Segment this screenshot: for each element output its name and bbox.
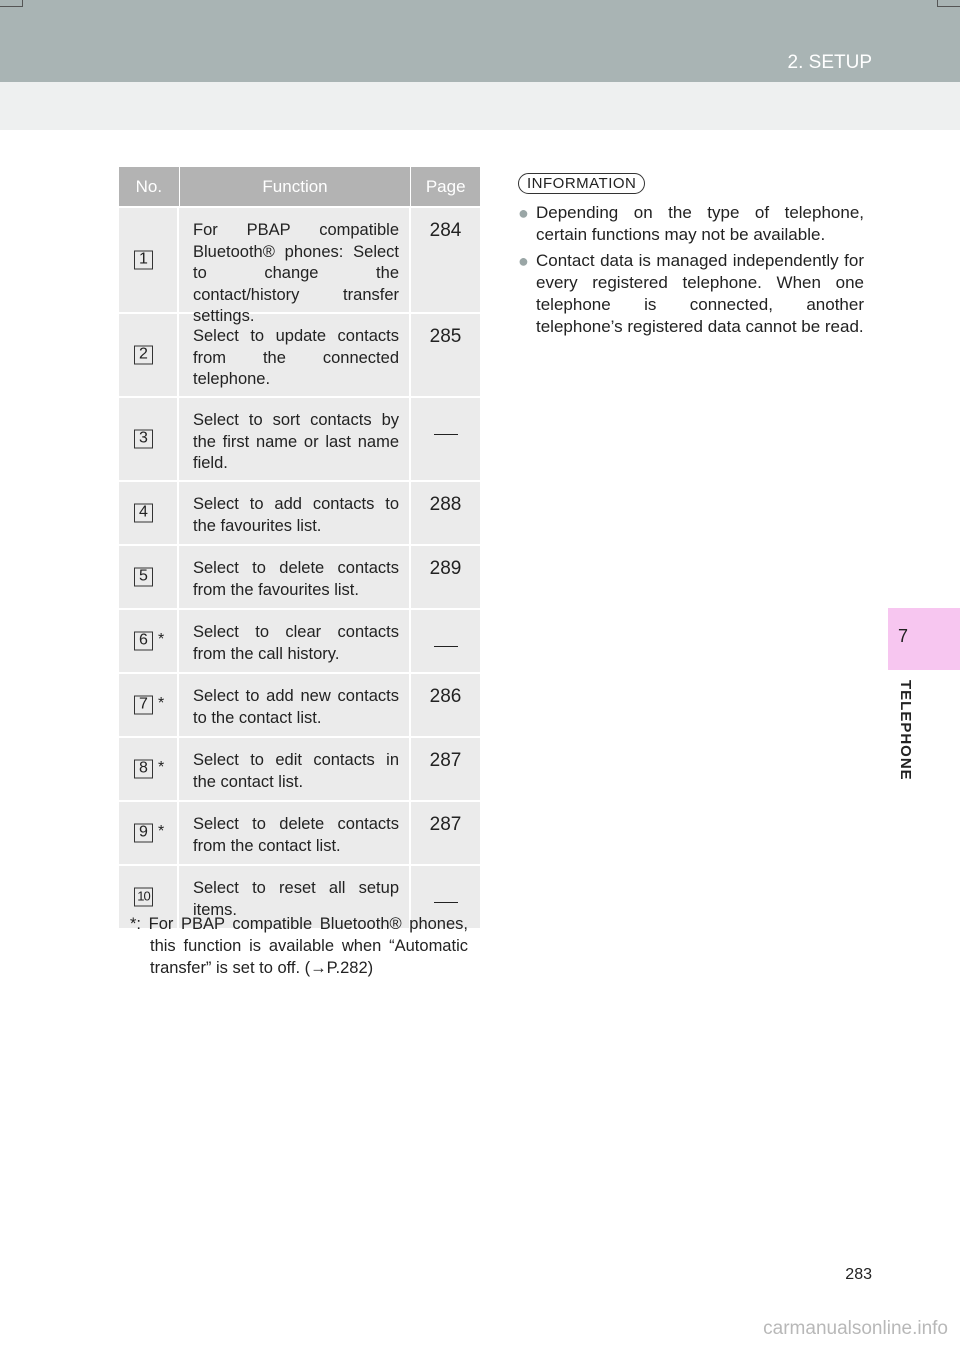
item-number-box: 8 [134, 760, 153, 779]
footnote [130, 913, 468, 979]
table-row [119, 480, 480, 544]
function-cell: Select to delete contacts from the contact list. [179, 802, 411, 864]
number-cell [119, 482, 179, 544]
page-cell: 287 [429, 814, 462, 835]
chapter-number: 7 [898, 626, 909, 646]
function-cell: Select to edit contacts in the contact list. [179, 738, 411, 800]
number-cell [119, 314, 179, 396]
function-cell: Select to reset all setup items. [179, 866, 411, 928]
information-list [518, 202, 864, 338]
information-item [518, 202, 864, 246]
bullet-icon: ● [518, 251, 529, 271]
table-row [119, 312, 480, 396]
item-number-box: 4 [134, 504, 153, 523]
information-item-text: Depending on the type of telephone, certain functions may not be available. [536, 203, 864, 244]
table-row [119, 206, 480, 325]
function-cell: Select to delete contacts from the favourites list. [179, 546, 411, 608]
crop-mark-right [937, 0, 960, 7]
information-box [518, 173, 864, 342]
page-cell [411, 610, 480, 672]
asterisk-mark: * [158, 695, 165, 713]
page-cell: 289 [429, 558, 462, 579]
function-table [119, 167, 480, 928]
asterisk-mark: * [158, 759, 165, 777]
bullet-icon: ● [518, 203, 529, 223]
page-cell: 288 [429, 494, 462, 515]
information-badge: INFORMATION [518, 173, 645, 194]
no-page-dash [434, 902, 458, 903]
item-number-box: 5 [134, 568, 153, 587]
footnote-text: *: For PBAP compatible Bluetooth® phones, this function is available when “Automatic transfer” is set to off. (→P.282) [130, 915, 468, 977]
item-number-box: 1 [134, 251, 153, 270]
page-number: 283 [845, 1266, 872, 1283]
number-cell [119, 674, 179, 736]
page-cell: 284 [429, 220, 462, 241]
page-cell: 287 [429, 750, 462, 771]
chapter-label: TELEPHONE [897, 680, 914, 781]
information-item-text: Contact data is managed independently for every registered telephone. When one telephone is connected, another telephone’s registered data cannot be read. [536, 251, 864, 336]
function-cell: Select to update contacts from the connected telephone. [179, 314, 411, 396]
table-row [119, 800, 480, 864]
number-cell [119, 610, 179, 672]
item-number-box: 10 [134, 888, 153, 907]
number-cell [119, 208, 179, 312]
function-cell: For PBAP compatible Bluetooth® phones: Select to change the contact/history transfer settings. [179, 208, 411, 312]
item-number-box: 6 [134, 632, 153, 651]
function-cell: Select to clear contacts from the call history. [179, 610, 411, 672]
table-row [119, 396, 480, 480]
function-cell: Select to add contacts to the favourites list. [179, 482, 411, 544]
item-number-box: 7 [134, 696, 153, 715]
page-cell [411, 398, 480, 480]
no-page-dash [434, 434, 458, 435]
asterisk-mark: * [158, 823, 165, 841]
header-no: No. [119, 167, 180, 206]
page-cell: 286 [429, 686, 462, 707]
number-cell [119, 802, 179, 864]
no-page-dash [434, 646, 458, 647]
header-page: Page [425, 176, 466, 196]
table-header [119, 167, 480, 206]
table-row [119, 736, 480, 800]
table-row [119, 608, 480, 672]
item-number-box: 9 [134, 824, 153, 843]
watermark: carmanualsonline.info [763, 1318, 948, 1339]
header-subband [0, 82, 960, 130]
page-cell: 285 [429, 326, 462, 347]
crop-mark-left [0, 0, 23, 7]
number-cell [119, 546, 179, 608]
information-item [518, 250, 864, 338]
number-cell [119, 398, 179, 480]
section-title: 2. SETUP [787, 52, 872, 73]
function-cell: Select to sort contacts by the first name or last name field. [179, 398, 411, 480]
asterisk-mark: * [158, 631, 165, 649]
table-row [119, 544, 480, 608]
item-number-box: 3 [134, 430, 153, 449]
table-row [119, 672, 480, 736]
header-function: Function [180, 167, 412, 206]
item-number-box: 2 [134, 346, 153, 365]
function-cell: Select to add new contacts to the contact list. [179, 674, 411, 736]
number-cell [119, 738, 179, 800]
